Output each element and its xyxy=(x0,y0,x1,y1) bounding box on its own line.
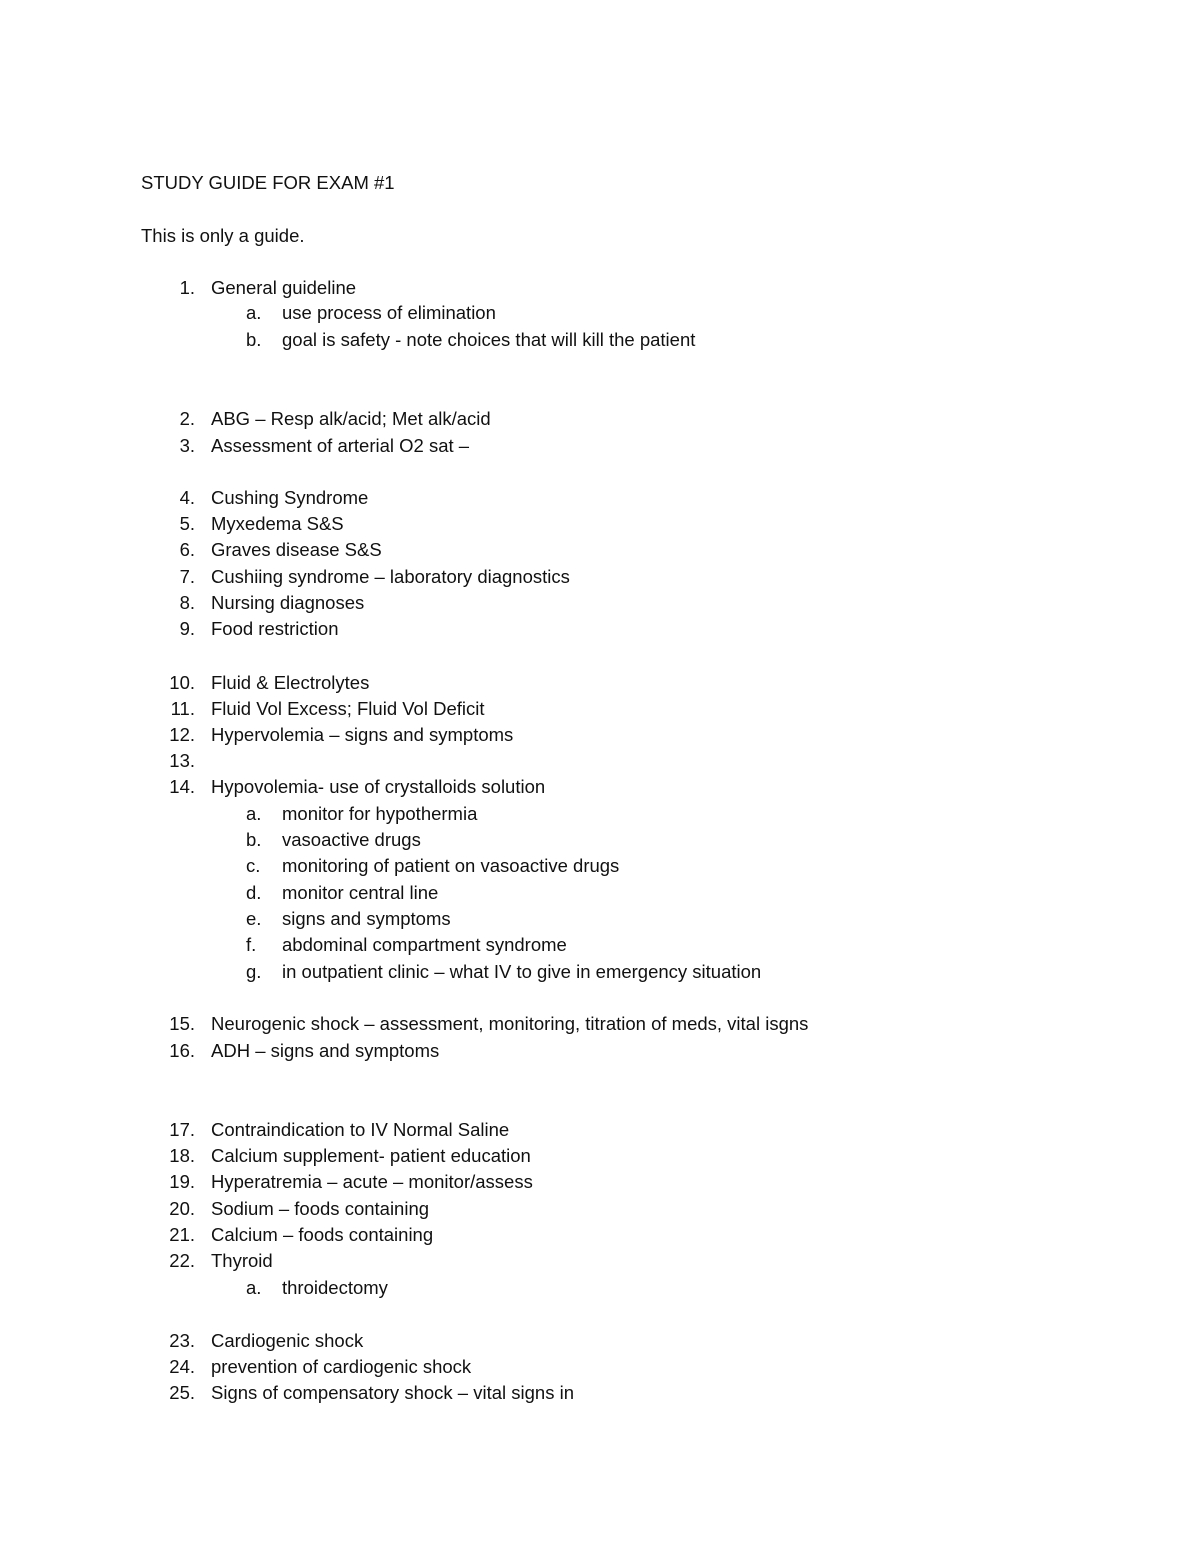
sub-item-text: throidectomy xyxy=(282,1277,388,1298)
item-number: 15. xyxy=(169,1013,195,1034)
item-number: 20. xyxy=(169,1198,195,1219)
item-number: 17. xyxy=(169,1119,195,1140)
sub-item-text: use process of elimination xyxy=(282,302,496,323)
item-text: prevention of cardiogenic shock xyxy=(211,1356,472,1377)
item-number: 3. xyxy=(179,435,195,456)
item-number: 13. xyxy=(169,750,195,771)
intro-text: This is only a guide. xyxy=(141,225,305,246)
item-number: 21. xyxy=(169,1224,195,1245)
item-number: 14. xyxy=(169,776,195,797)
document-title: STUDY GUIDE FOR EXAM #1 xyxy=(141,172,395,193)
item-text: Myxedema S&S xyxy=(211,513,344,534)
item-text: Fluid Vol Excess; Fluid Vol Deficit xyxy=(211,698,485,719)
item-text: Hypervolemia – signs and symptoms xyxy=(211,724,514,745)
item-text: Thyroid xyxy=(211,1250,273,1271)
item-number: 1. xyxy=(179,277,195,298)
item-text: Calcium – foods containing xyxy=(211,1224,434,1245)
item-number: 8. xyxy=(179,592,195,613)
item-text: ABG – Resp alk/acid; Met alk/acid xyxy=(211,408,491,429)
item-number: 2. xyxy=(179,408,195,429)
sub-item-letter: d. xyxy=(246,882,262,903)
item-number: 6. xyxy=(179,539,195,560)
item-text: Assessment of arterial O2 sat – xyxy=(211,435,470,456)
item-number: 16. xyxy=(169,1040,195,1061)
sub-item-letter: a. xyxy=(246,302,262,323)
item-number: 10. xyxy=(169,672,195,693)
item-number: 23. xyxy=(169,1330,195,1351)
sub-item-text: vasoactive drugs xyxy=(282,829,421,850)
sub-item-letter: b. xyxy=(246,329,262,350)
item-number: 5. xyxy=(179,513,195,534)
item-text: Sodium – foods containing xyxy=(211,1198,430,1219)
item-text: Cushiing syndrome – laboratory diagnostics xyxy=(211,566,570,587)
item-text: Calcium supplement- patient education xyxy=(211,1145,531,1166)
item-text: ADH – signs and symptoms xyxy=(211,1040,440,1061)
sub-item-letter: a. xyxy=(246,803,262,824)
item-text: General guideline xyxy=(211,277,357,298)
sub-item-text: signs and symptoms xyxy=(282,908,451,929)
item-text: Cardiogenic shock xyxy=(211,1330,364,1351)
item-text: Cushing Syndrome xyxy=(211,487,369,508)
sub-item-letter: e. xyxy=(246,908,262,929)
sub-item-text: monitoring of patient on vasoactive drugs xyxy=(282,855,620,876)
item-number: 18. xyxy=(169,1145,195,1166)
item-text: Fluid & Electrolytes xyxy=(211,672,370,693)
item-text: Nursing diagnoses xyxy=(211,592,365,613)
item-number: 22. xyxy=(169,1250,195,1271)
sub-item-letter: a. xyxy=(246,1277,262,1298)
item-number: 7. xyxy=(179,566,195,587)
sub-item-text: abdominal compartment syndrome xyxy=(282,934,567,955)
sub-item-text: monitor central line xyxy=(282,882,439,903)
item-number: 9. xyxy=(179,618,195,639)
item-number: 25. xyxy=(169,1382,195,1403)
sub-item-text: goal is safety - note choices that will kill the patient xyxy=(282,329,696,350)
item-number: 12. xyxy=(169,724,195,745)
sub-item-text: in outpatient clinic – what IV to give in emergency situation xyxy=(282,961,762,982)
sub-item-letter: f. xyxy=(246,934,257,955)
sub-item-letter: g. xyxy=(246,961,262,982)
item-text: Hypovolemia- use of crystalloids solution xyxy=(211,776,546,797)
sub-item-text: monitor for hypothermia xyxy=(282,803,478,824)
item-number: 24. xyxy=(169,1356,195,1377)
item-text: Graves disease S&S xyxy=(211,539,382,560)
item-text: Contraindication to IV Normal Saline xyxy=(211,1119,510,1140)
sub-item-letter: c. xyxy=(246,855,261,876)
item-number: 4. xyxy=(179,487,195,508)
item-text: Food restriction xyxy=(211,618,339,639)
item-text: Neurogenic shock – assessment, monitoring, titration of meds, vital isgns xyxy=(211,1013,809,1034)
sub-item-letter: b. xyxy=(246,829,262,850)
item-number: 11. xyxy=(170,698,195,719)
item-text: Signs of compensatory shock – vital signs in xyxy=(211,1382,574,1403)
item-text: Hyperatremia – acute – monitor/assess xyxy=(211,1171,533,1192)
item-number: 19. xyxy=(169,1171,195,1192)
